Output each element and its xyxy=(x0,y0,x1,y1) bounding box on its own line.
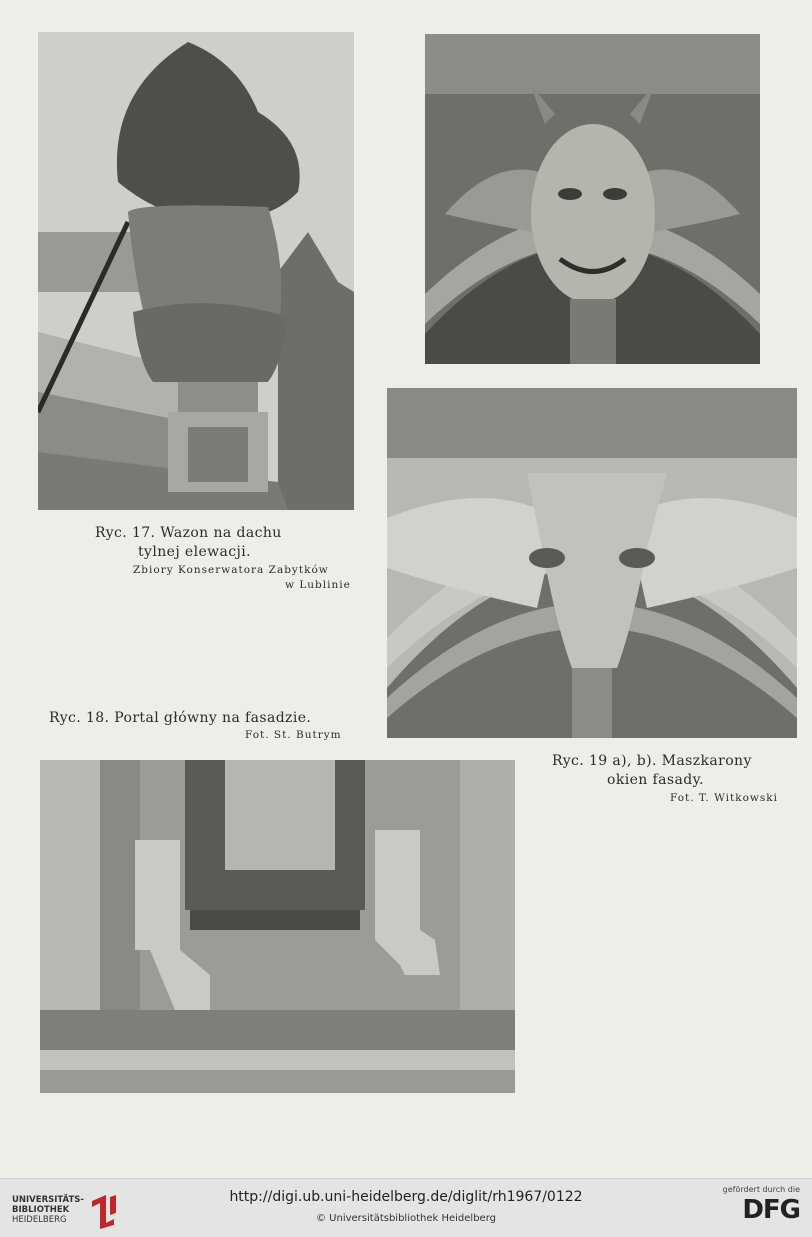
caption-fig17-credit2: w Lublinie xyxy=(285,579,351,591)
footer-bar xyxy=(0,1178,812,1237)
funder-label: gefördert durch die xyxy=(722,1185,800,1194)
caption-fig18-line1: Ryc. 18. Portal główny na fasadzie. xyxy=(49,710,312,726)
funder-logo[interactable] xyxy=(720,1185,800,1231)
photo-main-portal xyxy=(40,760,515,1093)
caption-fig17-credit1: Zbiory Konserwatora Zabytków xyxy=(133,564,329,576)
photo-mascaron-horned xyxy=(425,34,760,364)
funder-name: DFG xyxy=(742,1195,800,1225)
library-name-line2: BIBLIOTHEK xyxy=(12,1205,70,1215)
library-name-line3: HEIDELBERG xyxy=(12,1215,67,1225)
caption-fig19-credit: Fot. T. Witkowski xyxy=(670,792,779,804)
caption-fig19-line1: Ryc. 19 a), b). Maszkarony xyxy=(552,753,752,769)
caption-fig18-credit: Fot. St. Butrym xyxy=(245,729,342,741)
copyright-notice: © Universitätsbibliothek Heidelberg xyxy=(315,1213,496,1224)
library-name-line1: UNIVERSITÄTS- xyxy=(12,1195,84,1205)
photo-vase-on-roof xyxy=(38,32,354,510)
permalink-url[interactable]: http://digi.ub.uni-heidelberg.de/diglit/rh1967/0122 xyxy=(229,1189,583,1205)
caption-fig17-line1: Ryc. 17. Wazon na dachu xyxy=(95,525,282,541)
caption-fig19-line2: okien fasady. xyxy=(607,772,704,788)
photo-mascaron-ram xyxy=(387,388,797,738)
caption-fig17-line2: tylnej elewacji. xyxy=(138,544,251,560)
